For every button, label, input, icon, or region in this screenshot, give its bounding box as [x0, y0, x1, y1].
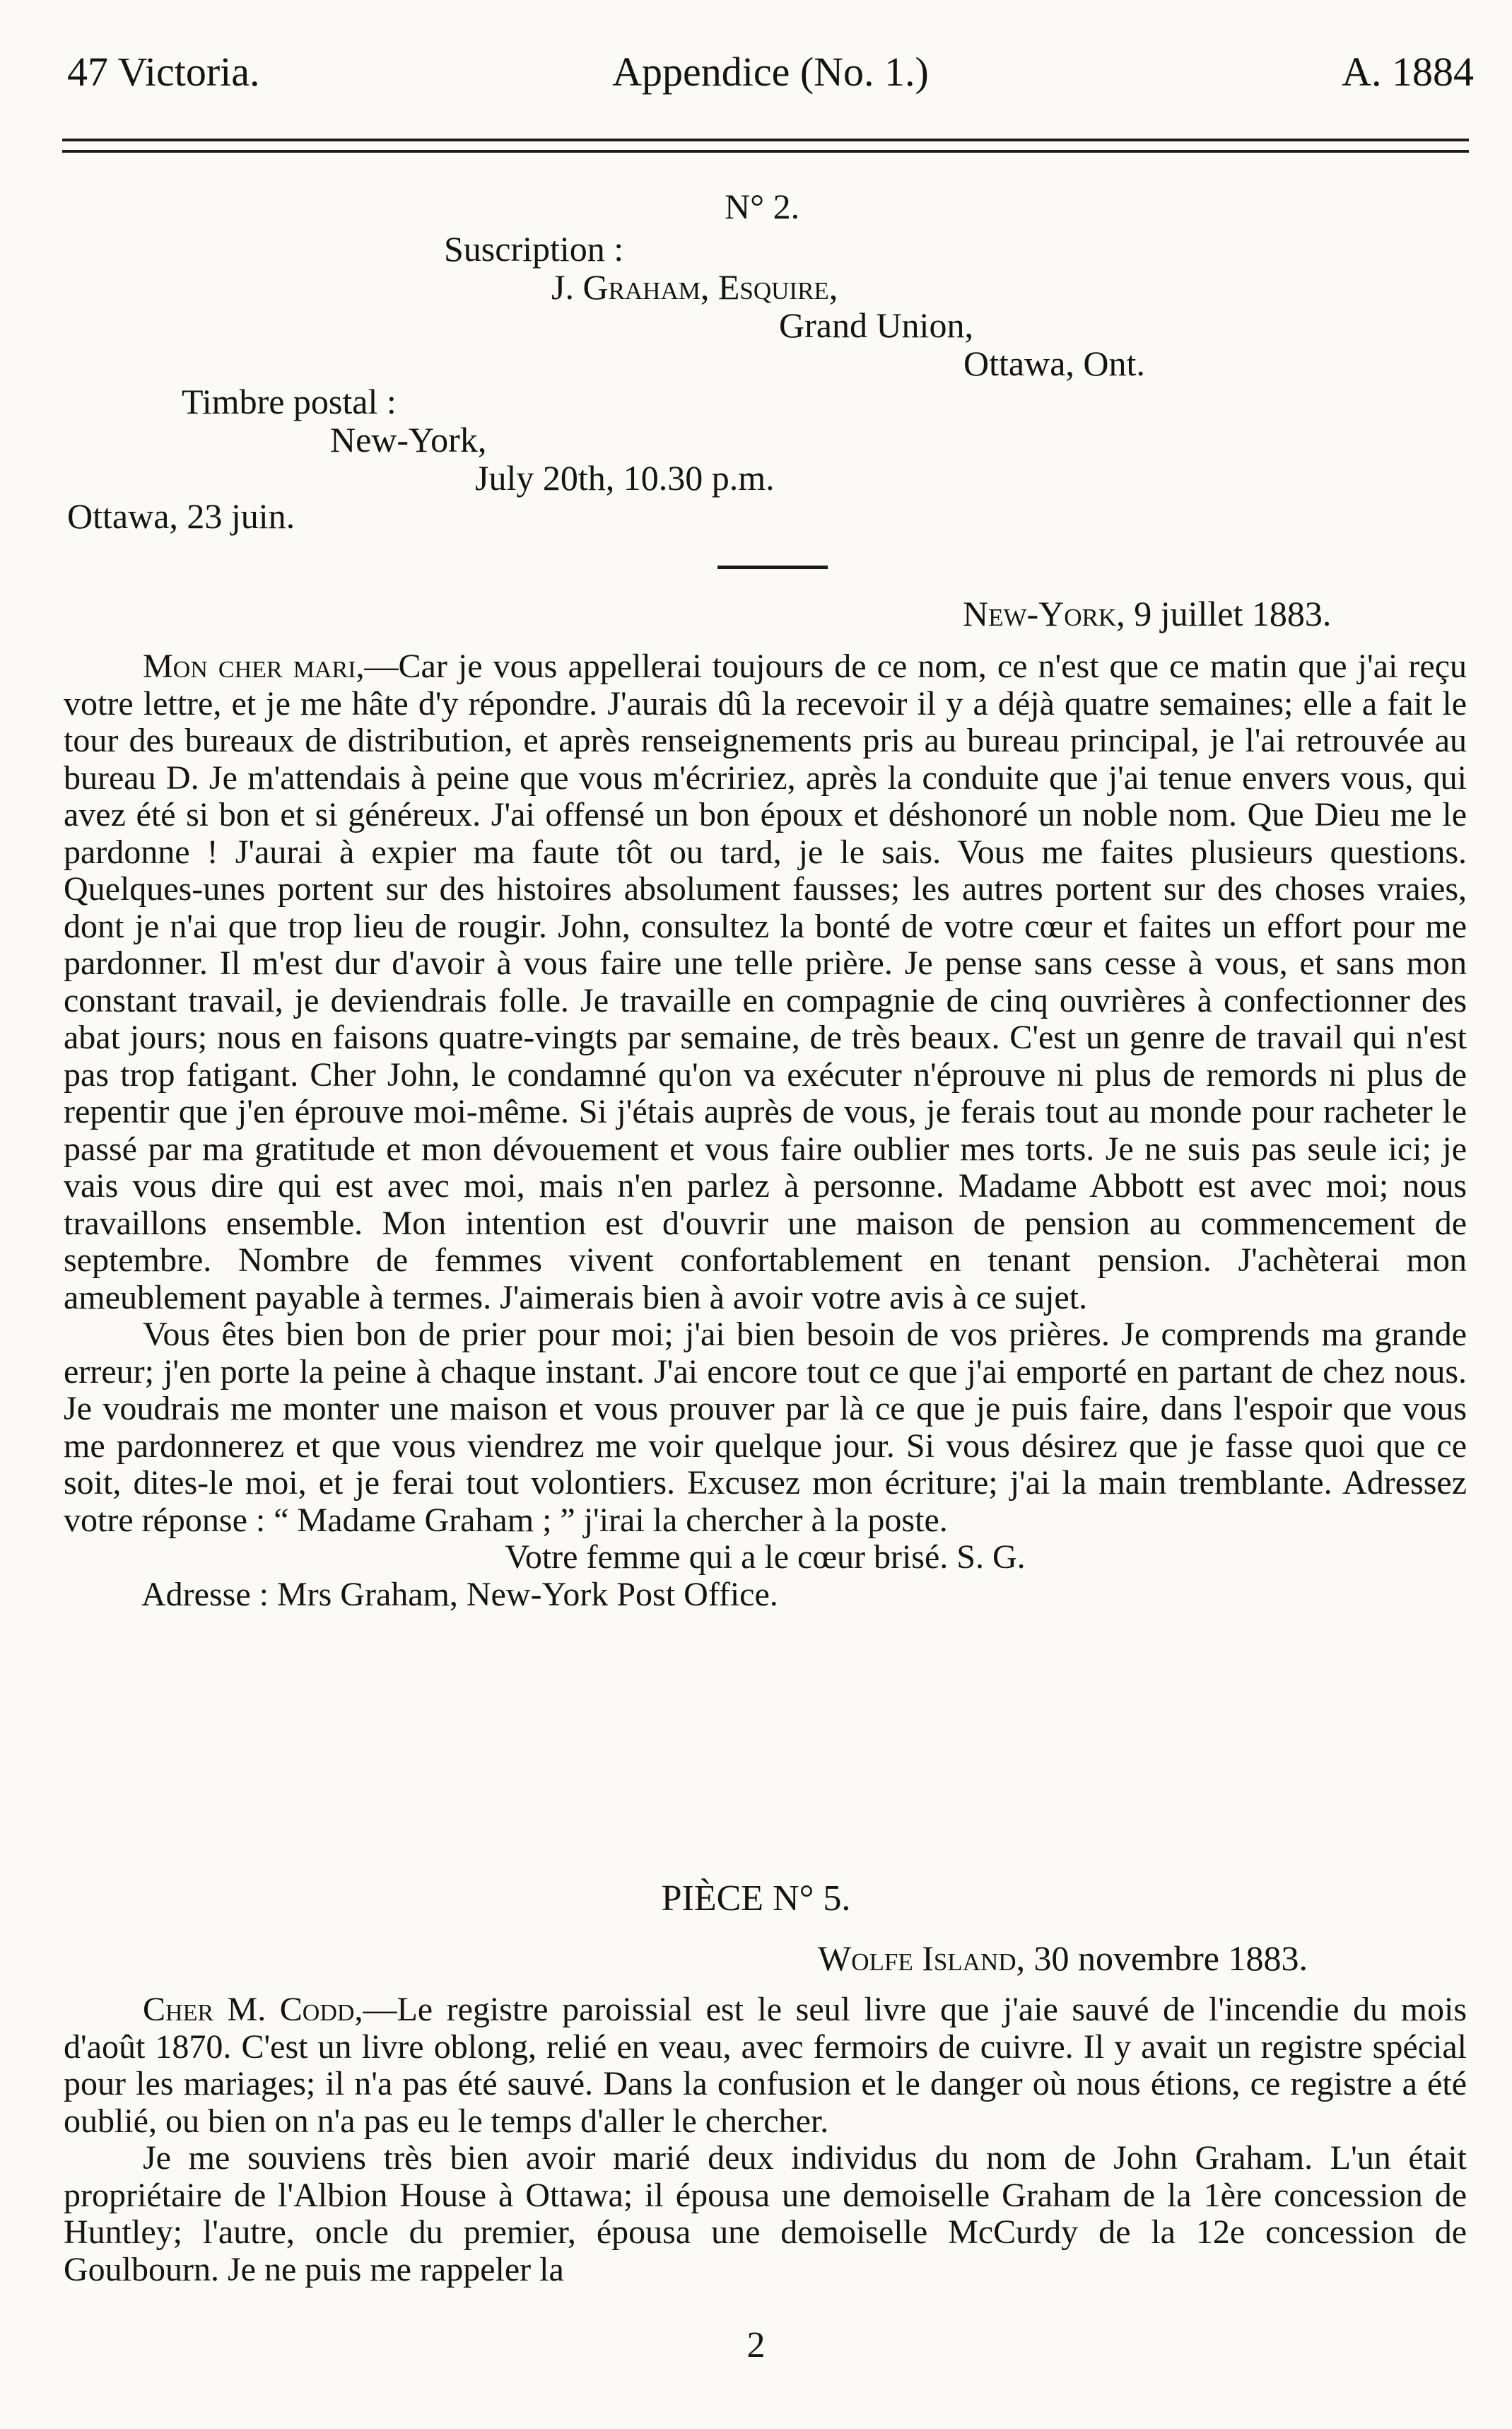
piece-dateline-date: 30 novembre 1883. — [1025, 1938, 1308, 1978]
piece-body — [64, 1991, 1467, 2288]
addressee: J. Graham, Esquire, — [551, 267, 838, 307]
header-appendix: Appendice (No. 1.) — [612, 49, 929, 95]
header-rule-lower — [62, 150, 1469, 153]
ottawa-date: Ottawa, 23 juin. — [67, 496, 295, 536]
dateline-place: New-York, — [963, 594, 1125, 633]
piece-dateline-place: Wolfe Island, — [818, 1938, 1026, 1978]
letter-dateline — [963, 592, 1331, 635]
page-number: 2 — [746, 2325, 766, 2365]
header-rule-upper — [62, 139, 1469, 141]
piece-dateline — [818, 1937, 1308, 1979]
letter-address: Adresse : Mrs Graham, New-York Post Office. — [141, 1575, 778, 1613]
piece-salutation: Cher M. Codd, — [143, 1991, 363, 2028]
piece-title: PIÈCE N° 5. — [661, 1878, 851, 1919]
addressee-city: Ottawa, Ont. — [963, 344, 1145, 383]
doc-number: N° 2. — [725, 187, 800, 226]
letter-paragraph-1 — [64, 648, 1467, 1316]
section-divider — [717, 566, 828, 569]
letter-signature: Votre femme qui a le cœur brisé. S. G. — [505, 1538, 1026, 1576]
letter-body — [64, 648, 1467, 1613]
piece-paragraph-2: Je me souviens très bien avoir marié deux individus du nom de John Graham. L'un était propriétaire de l'Albion House à Ottawa; il épousa une demoiselle Graham de la 1ère concession de Huntley; l'autre, oncle du premier, épousa une demoiselle McCurdy de la 12e concession de Goulbourn. Je ne puis me rappeler la — [64, 2139, 1467, 2288]
timbre-date: July 20th, 10.30 p.m. — [475, 458, 775, 498]
dateline-date: 9 juillet 1883. — [1125, 594, 1332, 633]
suscription-label: Suscription : — [444, 229, 624, 269]
letter-paragraph-1-text: —Car je vous appellerai toujours de ce nom, ce n'est que ce matin que j'ai reçu votre lettre, et je me hâte d'y répondre. J'aurais dû la recevoir il y a déjà quatre semaines; elle a fait le tour des bureaux de distribution, et après renseignements pris au bureau principal, je l'ai retrouvée au bureau D. Je m'attendais à peine que vous m'écririez, après la conduite que j'ai tenue envers vous, qui avez été si bon et si généreux. J'ai offensé un bon époux et déshonoré un noble nom. Que Dieu me le pardonne ! J'aurai à expier ma faute tôt ou tard, je le sais. Vous me faites plusieurs questions. Quelques-unes portent sur des histoires absolument fausses; les autres portent sur des choses vraies, dont je n'ai que trop lieu de rougir. John, consultez la bonté de votre cœur et faites un effort pour me pardonner. Il m'est dur d'avoir à vous faire une telle prière. Je pense sans cesse à vous, et sans mon constant travail, je deviendrais folle. Je travaille en compagnie de cinq ouvrières à confectionner des abat jours; nous en faisons quatre-vingts par semaine, de très beaux. C'est un genre de travail qui n'est pas trop fatigant. Cher John, le condamné qu'on va exécuter n'éprouve ni plus de remords ni plus de repentir que j'en éprouve moi-même. Si j'étais auprès de vous, je ferais tout au monde pour racheter le passé par ma gratitude et mon dévouement et vous faire oublier mes torts. Je ne suis pas seule ici; je vais vous dire qui est avec moi, mais n'en parlez à personne. Madame Abbott est avec moi; nous travaillons ensemble. Mon intention est d'ouvrir une maison de pension au commencement de septembre. Nombre de femmes vivent confortablement en tenant pension. J'achèterai mon ameublement payable à termes. J'aimerais bien à avoir votre avis à ce sujet. — [64, 648, 1467, 1316]
running-header — [67, 44, 1474, 100]
piece-paragraph-1 — [64, 1991, 1467, 2140]
header-session: 47 Victoria. — [67, 49, 260, 95]
addressee-hotel: Grand Union, — [779, 305, 973, 345]
header-year: A. 1884 — [1342, 49, 1474, 95]
letter-salutation: Mon cher mari, — [143, 648, 365, 685]
letter-paragraph-2: Vous êtes bien bon de prier pour moi; j'ai bien besoin de vos prières. Je comprends ma grande erreur; j'en porte la peine à chaque instant. J'ai encore tout ce que j'ai emporté en partant de chez nous. Je voudrais me monter une maison et vous prouver par là ce que je puis faire, dans l'espoir que vous me pardonnerez et que vous viendrez me voir quelque jour. Si vous désirez que je fasse quoi que ce soit, dites-le moi, et je ferai tout volontiers. Excusez mon écriture; j'ai la main tremblante. Adressez votre réponse : “ Madame Graham ; ” j'irai la chercher à la poste. — [64, 1316, 1467, 1539]
timbre-label: Timbre postal : — [182, 382, 397, 421]
piece-paragraph-1-text: —Le registre paroissial est le seul livre que j'aie sauvé de l'incendie du mois d'août 1870. C'est un livre oblong, relié en veau, avec fermoirs de cuivre. Il y avait un registre spécial pour les mariages; il n'a pas été sauvé. Dans la confusion et le danger où nous étions, ce registre a été oublié, ou bien on n'a pas eu le temps d'aller le chercher. — [64, 1991, 1467, 2140]
timbre-city: New-York, — [330, 420, 487, 460]
